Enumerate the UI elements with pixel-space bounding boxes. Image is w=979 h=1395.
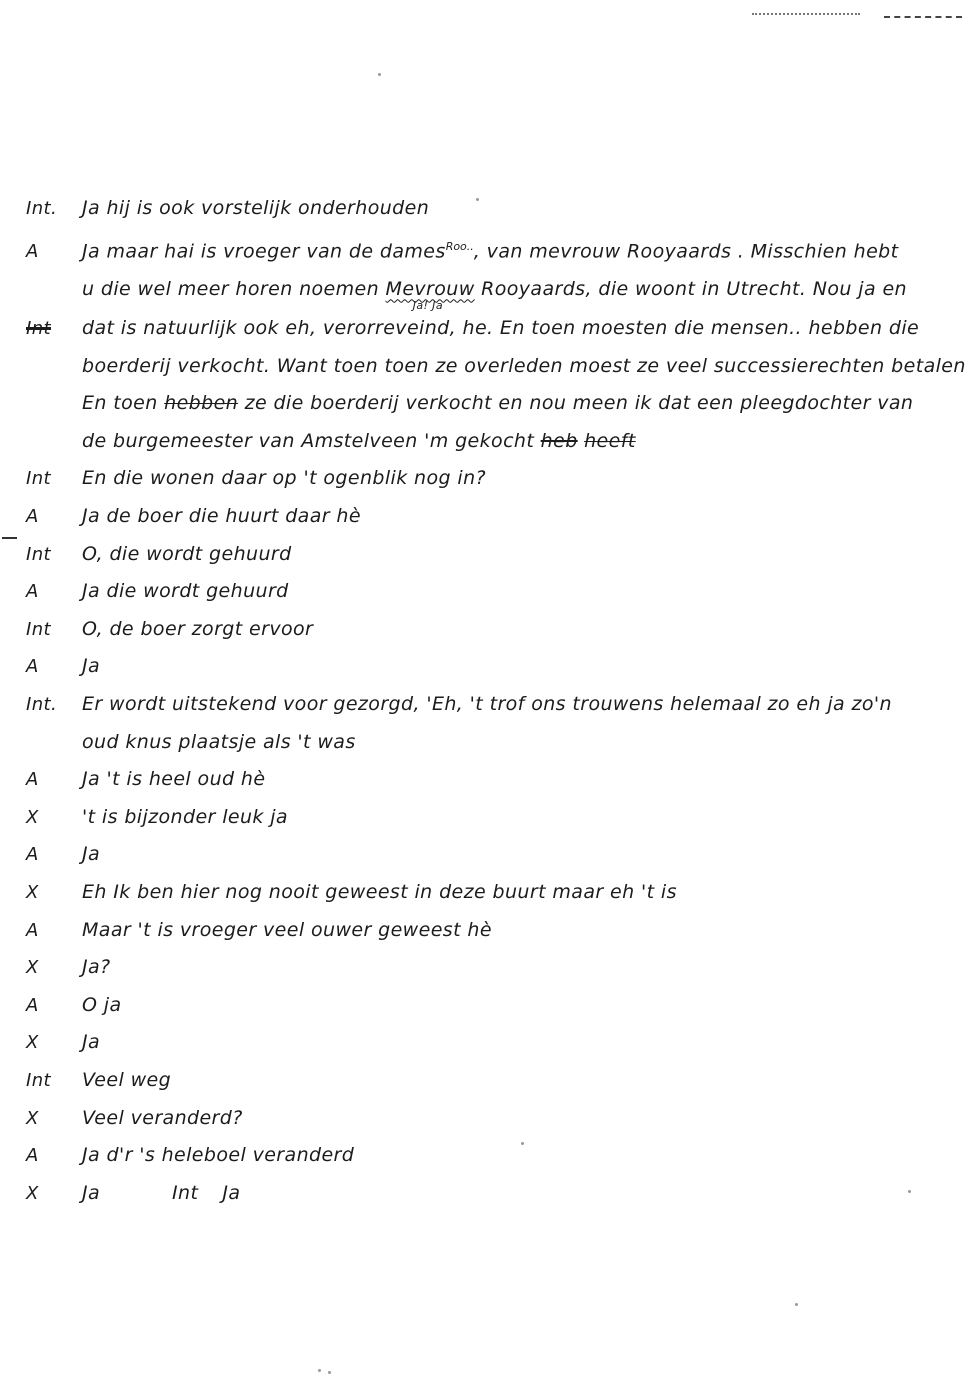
speaker-label: A — [26, 656, 39, 678]
transcript-line — [26, 761, 962, 799]
transcript-line — [26, 1024, 962, 1062]
speaker-label: X — [26, 1032, 39, 1054]
segment-text: u die wel meer horen noemen — [82, 277, 386, 300]
segment-text: dat is natuurlijk ook eh, verorreveind, he. En toen moesten die mensen.. hebben die — [82, 317, 920, 340]
segment-text: O, die wordt gehuurd — [82, 542, 292, 565]
segment-text: O, de boer zorgt ervoor — [82, 617, 314, 640]
segment-strike: heb — [540, 429, 578, 452]
segment-text: Maar 't is vroeger veel ouwer geweest hè — [82, 918, 492, 941]
line-text — [82, 498, 962, 536]
segment-text: Ja die wordt gehuurd — [82, 580, 289, 603]
segment-text: Ja de boer die huurt daar hè — [82, 505, 361, 528]
segment-text: En toen — [82, 392, 165, 415]
speaker-label: Int — [26, 468, 51, 490]
transcript-line — [26, 536, 962, 574]
line-text — [82, 648, 962, 686]
speaker-label: Int. — [26, 694, 58, 716]
segment-text: Ja — [222, 1181, 241, 1204]
transcript-line — [26, 686, 962, 724]
speaker-label: Int — [26, 318, 51, 340]
line-text — [82, 310, 962, 348]
transcript-line — [26, 385, 962, 423]
line-text — [82, 836, 962, 874]
speaker-label: A — [26, 769, 39, 791]
segment-text: En die wonen daar op 't ogenblik nog in? — [82, 467, 487, 490]
line-text — [82, 573, 962, 611]
speaker-label: Int — [26, 618, 51, 640]
segment-text: Ja — [82, 1031, 101, 1054]
speaker-label: X — [26, 806, 39, 828]
transcript-line — [26, 1100, 962, 1138]
line-text — [82, 423, 962, 461]
transcript-line — [26, 310, 962, 348]
transcript-line — [26, 648, 962, 686]
line-text — [82, 987, 962, 1025]
transcript-line — [26, 724, 962, 762]
speaker-label: A — [26, 506, 39, 528]
speaker-label: Int — [26, 543, 51, 565]
line-text — [82, 686, 962, 724]
scan-artifact-dotted-marks — [752, 13, 860, 15]
transcript-line — [26, 836, 962, 874]
scan-artifact-dashed-line — [884, 16, 962, 18]
segment-text: ze die boerderij verkocht en nou meen ik dat een pleegdochter van — [238, 392, 914, 415]
transcript-line — [26, 423, 962, 461]
scan-artifact-margin-dash — [2, 537, 17, 539]
segment-text: O ja — [82, 993, 122, 1016]
line-text — [82, 1024, 962, 1062]
speaker-label: Int. — [26, 198, 58, 219]
speaker-label: X — [26, 882, 39, 904]
speaker-label: A — [26, 240, 39, 262]
scan-speck — [328, 1371, 331, 1374]
line-text — [82, 1062, 962, 1100]
segment-text: Ja — [82, 655, 101, 678]
scan-speck — [795, 1303, 798, 1306]
segment-overwrite: heeft — [584, 429, 636, 452]
segment-text: Ja 't is heel oud hè — [82, 768, 266, 791]
segment-text: Ja — [82, 843, 101, 866]
transcript-line — [26, 874, 962, 912]
line-text — [82, 1100, 962, 1138]
transcript-line — [26, 348, 966, 386]
transcript-line — [26, 271, 962, 311]
segment-text: Rooyaards, die woont in Utrecht. Nou ja en — [474, 277, 907, 300]
line-text — [82, 1137, 962, 1175]
line-text: u die wel meer horen noemen MevrouwJa! Ja Rooyaards, die woont in Utrecht. Nou ja en — [82, 277, 907, 312]
transcript-line — [26, 949, 962, 987]
transcript-line — [26, 1062, 962, 1100]
segment-text: boerderij verkocht. Want toen toen ze overleden moest ze veel successierechten betalen — [82, 354, 966, 377]
speaker-label: A — [26, 919, 39, 941]
line-text — [82, 611, 962, 649]
scan-speck — [318, 1369, 321, 1372]
transcript-line — [26, 498, 962, 536]
line-text — [82, 799, 962, 837]
segment-text: Er wordt uitstekend voor gezorgd, 'Eh, 't trof ons trouwens helemaal zo eh ja zo'n — [82, 693, 892, 716]
speaker-label: A — [26, 994, 39, 1016]
speaker-label: X — [26, 957, 39, 979]
transcript-line — [26, 611, 962, 649]
line-text — [82, 536, 962, 574]
segment-text: Ja? — [82, 956, 111, 979]
transcript-line — [26, 987, 962, 1025]
transcript-line — [26, 228, 962, 271]
scan-speck — [378, 73, 381, 76]
line-text — [82, 1175, 962, 1213]
line-text — [82, 912, 962, 950]
transcript-line — [26, 912, 962, 950]
segment-text: de burgemeester van Amstelveen 'm gekocht — [82, 429, 541, 452]
speaker-label: A — [26, 844, 39, 866]
transcript-line — [26, 799, 962, 837]
line-text — [82, 348, 966, 386]
line-text — [82, 874, 962, 912]
transcript-line — [26, 460, 962, 498]
transcript-line — [26, 573, 962, 611]
segment-text: oud knus plaatsje als 't was — [82, 730, 356, 753]
segment-text: 't is bijzonder leuk ja — [82, 805, 288, 828]
segment-text: Ja maar hai is vroeger van de dames — [82, 239, 446, 262]
line-text — [82, 190, 962, 228]
speaker-label: A — [26, 581, 39, 603]
line-text — [82, 949, 962, 987]
segment-text: Veel weg — [82, 1068, 172, 1091]
segment-inline-speaker: Int — [172, 1181, 199, 1204]
speaker-label: X — [26, 1182, 39, 1204]
transcript-line — [26, 1175, 962, 1213]
segment-text: , van mevrouw Rooyaards . Misschien hebt — [473, 239, 899, 262]
line-text — [82, 385, 962, 423]
transcript — [26, 190, 966, 1212]
line-text — [82, 460, 962, 498]
speaker-label: Int — [26, 1069, 51, 1091]
segment-overwrite: hebben — [164, 392, 239, 415]
segment-wavy: Mevrouw — [385, 277, 475, 300]
speaker-label: A — [26, 1145, 39, 1167]
segment-text: Eh Ik ben hier nog nooit geweest in deze buurt maar eh 't is — [82, 881, 677, 904]
line-text — [82, 228, 962, 271]
segment-text: Ja d'r 's heleboel veranderd — [82, 1144, 355, 1167]
segment-text: Ja hij is ook vorstelijk onderhouden — [82, 197, 430, 219]
transcript-line — [26, 1137, 962, 1175]
transcript-line — [26, 190, 962, 228]
segment-text: Veel veranderd? — [82, 1106, 243, 1129]
line-text — [82, 724, 962, 762]
line-text — [82, 761, 962, 799]
speaker-label: X — [26, 1107, 39, 1129]
segment-sup: Roo.. — [445, 239, 474, 253]
segment-text: Ja — [82, 1181, 101, 1204]
